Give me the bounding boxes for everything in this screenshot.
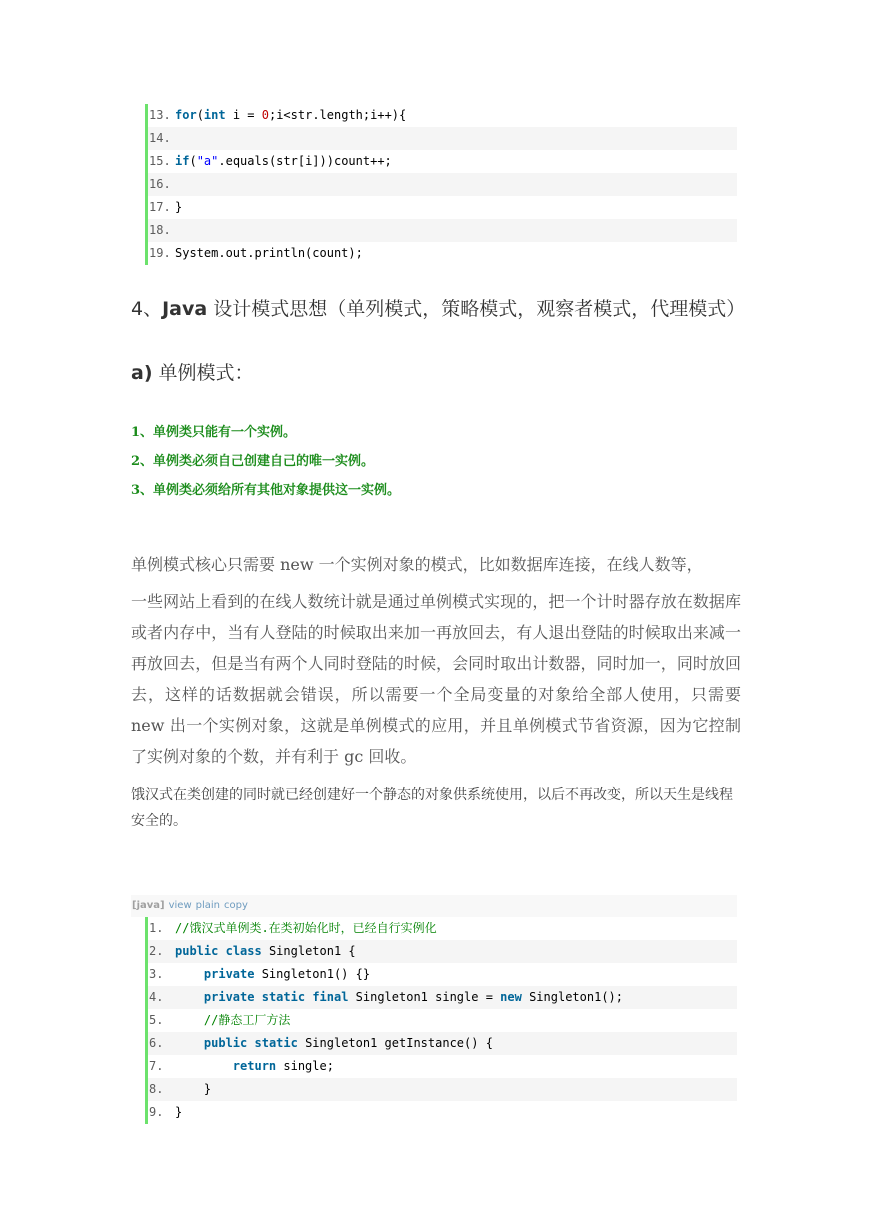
- rule-item: 3、单例类必须给所有其他对象提供这一实例。: [131, 483, 401, 498]
- line-number: 3.: [149, 967, 164, 981]
- section-heading-design-patterns: [131, 294, 745, 321]
- singleton-explanation-paragraph: [131, 549, 741, 772]
- code-token: }: [175, 1105, 183, 1119]
- code-token: [175, 967, 204, 981]
- paragraph-first-line: 单例模式核心只需要 new 一个实例对象的模式，比如数据库连接，在线人数等，: [131, 555, 703, 574]
- code-token: class: [225, 944, 262, 958]
- code-line: [145, 242, 737, 265]
- code-line: [145, 940, 737, 963]
- code-token: private: [203, 967, 255, 981]
- code-token: [175, 1059, 233, 1073]
- code-token: new: [500, 990, 522, 1004]
- subsection-title: 单例模式：: [152, 362, 254, 384]
- paragraph-body: 一些网站上看到的在线人数统计就是通过单例模式实现的，把一个计时器存放在数据库或者内存中，当有人登陆的时候取出来加一再放回去，有人退出登陆的时候取出来减一再放回去，但是当有两个人同时登陆的时候，会同时取出计数器，同时加一，同时放回去，这样的话数据就会错误，所以需要一个全局变量的对象给全部人使用，只需要 new 出一个实例对象，这就是单例模式的应用，并且单例模式节省资源，因为它控制了实例对象的个数，并有利于 gc 回收。: [131, 592, 741, 766]
- line-number: 9.: [149, 1105, 164, 1119]
- code-line: [145, 104, 737, 127]
- code-line: [145, 1032, 737, 1055]
- code-token: [175, 1013, 204, 1027]
- code-block-singleton: [145, 917, 737, 1124]
- code-token: //饿汉式单例类.在类初始化时，已经自行实例化: [175, 921, 437, 935]
- code-token: .equals(str[i]))count++;: [218, 154, 392, 168]
- code-token: //静态工厂方法: [203, 1013, 291, 1027]
- line-number: 18.: [149, 223, 171, 237]
- code-token: 0: [261, 108, 269, 122]
- code-token: static: [254, 1036, 298, 1050]
- code-token: i =: [225, 108, 262, 122]
- code-token: private: [203, 990, 255, 1004]
- line-number: 14.: [149, 131, 171, 145]
- code-token: [175, 1036, 204, 1050]
- code-token: Singleton1 {: [261, 944, 356, 958]
- code-token: int: [203, 108, 226, 122]
- code-token: (: [189, 154, 197, 168]
- code-token: [254, 990, 261, 1004]
- code-token: }: [175, 1082, 212, 1096]
- code-token: [175, 990, 204, 1004]
- line-number: 17.: [149, 200, 171, 214]
- code-line: [145, 219, 737, 242]
- code-line: [145, 173, 737, 196]
- code-line: [145, 1009, 737, 1032]
- code-line: [145, 1055, 737, 1078]
- code-token: if: [175, 154, 190, 168]
- code-line: [145, 1101, 737, 1124]
- view-link[interactable]: view: [168, 900, 192, 911]
- code-line: [145, 986, 737, 1009]
- code-token: Singleton1 single =: [348, 990, 501, 1004]
- code-token: public: [203, 1036, 248, 1050]
- heading-prefix: 4、: [131, 298, 163, 320]
- code-language-label: [java]: [132, 900, 165, 911]
- code-line: [145, 196, 737, 219]
- line-number: 6.: [149, 1036, 164, 1050]
- line-number: 7.: [149, 1059, 164, 1073]
- copy-link[interactable]: copy: [224, 900, 248, 911]
- heading-rest: 设计模式思想（单列模式，策略模式，观察者模式，代理模式）: [207, 298, 746, 320]
- code-token: [218, 944, 225, 958]
- code-token: (: [196, 108, 204, 122]
- rule-item: 2、单例类必须自己创建自己的唯一实例。: [131, 454, 375, 469]
- line-number: 2.: [149, 944, 164, 958]
- heading-java: Java: [162, 298, 208, 320]
- subsection-heading-singleton: [131, 358, 254, 385]
- line-number: 8.: [149, 1082, 164, 1096]
- code-token: System.out.println(count);: [175, 246, 363, 260]
- subsection-label: a): [131, 362, 153, 384]
- code-token: public: [175, 944, 219, 958]
- code-token: ;i<str.length;i++){: [268, 108, 407, 122]
- code-token: single;: [276, 1059, 334, 1073]
- code-token: final: [312, 990, 349, 1004]
- line-number: 15.: [149, 154, 171, 168]
- code-token: [247, 1036, 254, 1050]
- code-token: "a": [196, 154, 219, 168]
- line-number: 4.: [149, 990, 164, 1004]
- line-number: 19.: [149, 246, 171, 260]
- line-number: 1.: [149, 921, 164, 935]
- code-token: Singleton1() {}: [254, 967, 371, 981]
- code-line: [145, 1078, 737, 1101]
- code-token: Singleton1();: [521, 990, 623, 1004]
- eager-singleton-paragraph: 饿汉式在类创建的同时就已经创建好一个静态的对象供系统使用，以后不再改变，所以天生是线程安全的。: [131, 787, 733, 829]
- line-number: 13.: [149, 108, 171, 122]
- code-line: [145, 150, 737, 173]
- code-line: [145, 127, 737, 150]
- code-block-loop: [145, 104, 737, 265]
- code-token: for: [175, 108, 197, 122]
- code-line: [145, 963, 737, 986]
- code-token: return: [232, 1059, 277, 1073]
- code-token: Singleton1 getInstance() {: [297, 1036, 493, 1050]
- code-line: [145, 917, 737, 940]
- code-toolbar: [131, 895, 737, 917]
- code-token: }: [175, 200, 183, 214]
- plain-link[interactable]: plain: [195, 900, 220, 911]
- line-number: 5.: [149, 1013, 164, 1027]
- rule-item: 1、单例类只能有一个实例。: [131, 425, 297, 440]
- code-token: static: [261, 990, 306, 1004]
- line-number: 16.: [149, 177, 171, 191]
